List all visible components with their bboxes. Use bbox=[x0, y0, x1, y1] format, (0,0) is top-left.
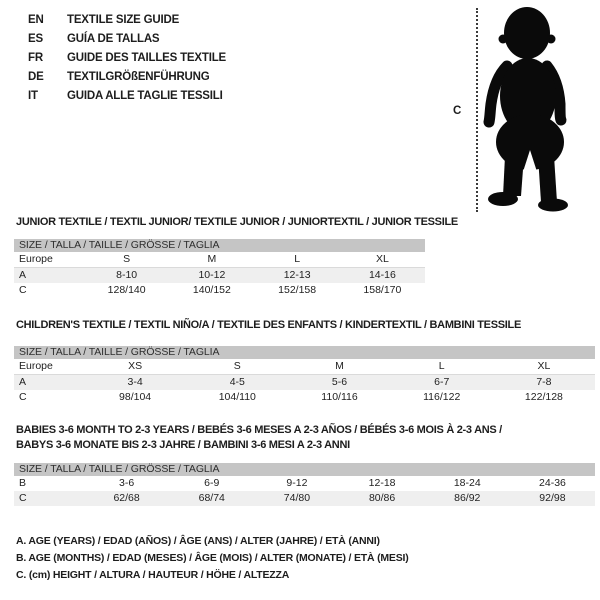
row-label: C bbox=[19, 284, 27, 296]
size-cell: XL bbox=[375, 253, 389, 265]
size-cell: 24-36 bbox=[539, 477, 566, 489]
size-cell: 3-4 bbox=[127, 376, 143, 388]
size-cell: 5-6 bbox=[331, 376, 348, 388]
row-label: C bbox=[19, 391, 27, 403]
row-label: C bbox=[19, 492, 27, 504]
size-cell: 98/104 bbox=[119, 391, 152, 403]
size-cell: XS bbox=[128, 360, 143, 372]
lang-row-es bbox=[28, 30, 226, 49]
lang-code: DE bbox=[28, 71, 44, 83]
size-cell: 3-6 bbox=[118, 477, 135, 489]
size-cell: 92/98 bbox=[539, 492, 566, 504]
size-cell: 8-10 bbox=[116, 269, 138, 281]
size-cell: M bbox=[335, 360, 344, 372]
size-cell: 68/74 bbox=[198, 492, 225, 504]
size-cell: 80/86 bbox=[368, 492, 396, 504]
lang-title: GUIDA ALLE TAGLIE TESSILI bbox=[67, 90, 223, 102]
size-header-band: SIZE / TALLA / TAILLE / GRÖSSE / TAGLIA bbox=[14, 463, 595, 476]
size-cell: 74/80 bbox=[283, 492, 311, 504]
size-cell: 18-24 bbox=[453, 477, 481, 489]
footnote-age-months: B. AGE (MONTHS) / EDAD (MESES) / ÂGE (MOIS) / ALTER (MONATE) / ETÀ (MESI) bbox=[16, 552, 409, 564]
table-row-height bbox=[14, 491, 595, 506]
lang-row-de bbox=[28, 68, 226, 87]
size-cell: 110/116 bbox=[321, 391, 358, 403]
table-row-age bbox=[14, 375, 595, 390]
lang-title: GUIDE DES TAILLES TEXTILE bbox=[67, 52, 226, 64]
language-header bbox=[28, 11, 226, 106]
baby-silhouette-icon bbox=[483, 6, 595, 212]
babies-size-table bbox=[14, 463, 595, 506]
lang-title: TEXTILE SIZE GUIDE bbox=[67, 14, 180, 26]
size-cell: 128/140 bbox=[107, 284, 146, 296]
size-cell: 104/110 bbox=[218, 391, 256, 403]
table-row-height bbox=[14, 283, 425, 298]
size-cell: L bbox=[438, 360, 445, 372]
size-cell: 9-12 bbox=[286, 477, 308, 489]
size-cell: S bbox=[233, 360, 241, 372]
size-cell: 158/170 bbox=[363, 284, 402, 296]
row-label: Europe bbox=[19, 360, 53, 372]
lang-row-it bbox=[28, 87, 226, 106]
size-cell: S bbox=[123, 253, 131, 265]
lang-title: GUÍA DE TALLAS bbox=[67, 33, 160, 45]
size-cell: 12-13 bbox=[283, 269, 311, 281]
row-label: A bbox=[19, 376, 27, 388]
size-header-band: SIZE / TALLA / TAILLE / GRÖSSE / TAGLIA bbox=[14, 239, 425, 252]
size-cell: 116/122 bbox=[423, 391, 461, 403]
lang-code: EN bbox=[28, 14, 44, 26]
row-label: Europe bbox=[19, 253, 53, 265]
footnote-height-cm: C. (cm) HEIGHT / ALTURA / HAUTEUR / HÖHE / ALTEZZA bbox=[16, 569, 290, 581]
row-label: A bbox=[19, 269, 27, 281]
lang-title: TEXTILGRÖßENFÜHRUNG bbox=[67, 71, 210, 83]
lang-code: IT bbox=[28, 90, 38, 102]
size-cell: 14-16 bbox=[368, 269, 396, 281]
size-cell: 6-9 bbox=[204, 477, 220, 489]
size-cell: 86/92 bbox=[454, 492, 481, 504]
size-cell: 10-12 bbox=[198, 269, 226, 281]
table-row-europe bbox=[14, 359, 595, 375]
size-cell: 12-18 bbox=[368, 477, 396, 489]
babies-table-title-line2: BABYS 3-6 MONATE BIS 2-3 JAHRE / BAMBINI 3-6 MESI A 2-3 ANNI bbox=[16, 439, 350, 451]
size-header-band: SIZE / TALLA / TAILLE / GRÖSSE / TAGLIA bbox=[14, 346, 595, 359]
size-cell: XL bbox=[537, 360, 551, 372]
lang-code: FR bbox=[28, 52, 43, 64]
lang-code: ES bbox=[28, 33, 43, 45]
table-row-months bbox=[14, 476, 595, 491]
baby-height-figure bbox=[450, 6, 598, 214]
size-cell: L bbox=[294, 253, 301, 265]
footnote-age-years: A. AGE (YEARS) / EDAD (AÑOS) / ÂGE (ANS) / ALTER (JAHRE) / ETÀ (ANNI) bbox=[16, 535, 380, 547]
size-cell: 6-7 bbox=[434, 376, 450, 388]
size-cell: 4-5 bbox=[229, 376, 245, 388]
junior-size-table bbox=[14, 239, 425, 298]
table-row-height bbox=[14, 390, 595, 405]
children-table-title: CHILDREN'S TEXTILE / TEXTIL NIÑO/A / TEXTILE DES ENFANTS / KINDERTEXTIL / BAMBINI TESSILE bbox=[16, 319, 521, 331]
lang-row-en bbox=[28, 11, 226, 30]
row-label: B bbox=[19, 477, 27, 489]
babies-table-title-line1: BABIES 3-6 MONTH TO 2-3 YEARS / BEBÉS 3-6 MESES A 2-3 AÑOS / BÉBÉS 3-6 MOIS À 2-3 ANS / bbox=[16, 424, 502, 436]
children-size-table bbox=[14, 346, 595, 405]
height-measure-label: C bbox=[453, 105, 462, 117]
size-cell: 7-8 bbox=[536, 376, 552, 388]
size-cell: M bbox=[207, 253, 217, 265]
size-cell: 152/158 bbox=[278, 284, 317, 296]
size-cell: 122/128 bbox=[524, 391, 563, 403]
size-cell: 62/68 bbox=[113, 492, 140, 504]
height-dotted-line bbox=[476, 8, 478, 212]
junior-table-title: JUNIOR TEXTILE / TEXTIL JUNIOR/ TEXTILE JUNIOR / JUNIORTEXTIL / JUNIOR TESSILE bbox=[16, 216, 458, 228]
table-row-europe bbox=[14, 252, 425, 268]
footnotes bbox=[16, 533, 409, 584]
size-cell: 140/152 bbox=[192, 284, 231, 296]
lang-row-fr bbox=[28, 49, 226, 68]
table-row-age bbox=[14, 268, 425, 283]
